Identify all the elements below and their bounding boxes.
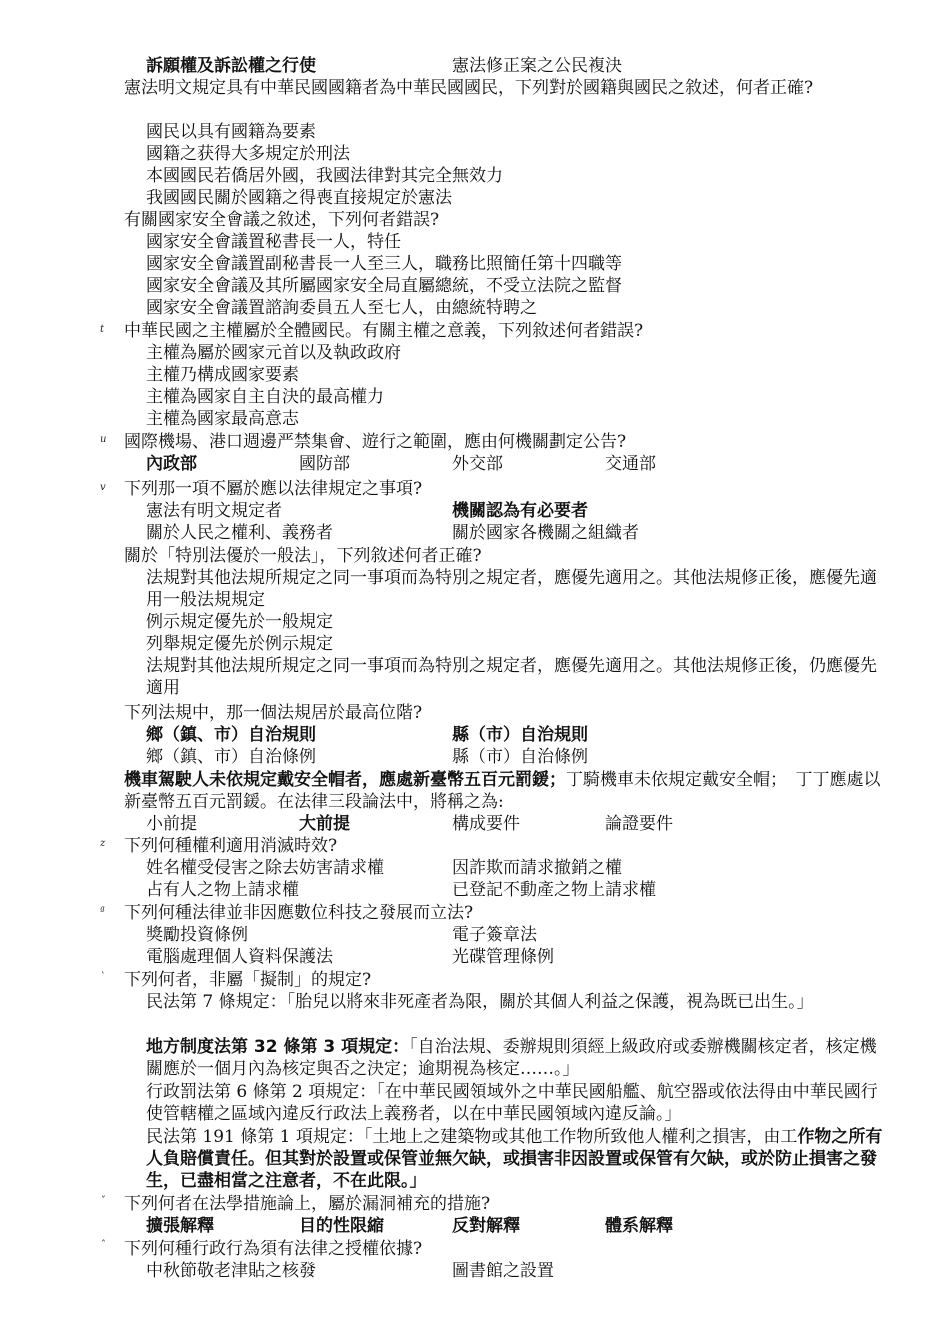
question-stem: 下列法規中，那一個法規居於最高位階? (124, 703, 423, 723)
option-choice: 縣（市）自治條例 (452, 747, 588, 767)
option-rest-part: 「自治法規、委辦規則須經上級政府或委辦機關核定者，核定機關應於一個月內為核定與否之決定；逾期視為核定……。」 (146, 1037, 877, 1079)
option-choice: 法規對其他法規所規定之同一事項而為特別之規定者，應優先適用之。其他法規修正後，應優先適用一般法規規定 (146, 568, 877, 610)
question-stem: 下列那一項不屬於應以法律規定之事項? (124, 479, 423, 499)
option-choice: 本國國民若僑居外國，我國法律對其完全無效力 (146, 166, 503, 186)
option-choice: 論證要件 (605, 814, 673, 834)
option-choice: 圖書館之設置 (452, 1261, 554, 1281)
question-stem: 下列何種權利適用消滅時效? (124, 836, 338, 856)
option-choice: 鄉（鎮、市）自治條例 (146, 747, 316, 767)
option-choice: 體系解釋 (605, 1216, 673, 1236)
question-stem: 國際機場、港口週邊严禁集會、遊行之範圍，應由何機關劃定公告? (124, 432, 627, 452)
question-marker: t (100, 324, 105, 335)
option-choice: 外交部 (452, 454, 503, 474)
option-choice: 國籍之获得大多規定於刑法 (146, 144, 350, 164)
option-choice: 民法第 7 條規定：「胎兒以將來非死產者為限，關於其個人利益之保護，視為既已出生。」 (146, 992, 814, 1012)
question-stem: 中華民國之主權屬於全體國民。有關主權之意義，下列敘述何者錯誤? (124, 321, 644, 341)
option-bold-part: 地方制度法第 32 條第 3 項規定： (146, 1037, 410, 1057)
option-choice: 主權為國家最高意志 (146, 409, 299, 429)
option-rest-part: 民法第 191 條第 1 項規定：「土地上之建築物或其他工作物所致他人權利之損害，由工 (146, 1127, 798, 1147)
option-choice: 關於人民之權利、義務者 (146, 523, 333, 543)
question-marker: ª (100, 906, 105, 917)
option-choice: 電腦處理個人資料保護法 (146, 947, 333, 967)
option-choice: 構成要件 (452, 814, 520, 834)
question-marker: ` (100, 972, 105, 983)
question-marker: ˇ (100, 1196, 105, 1207)
option-choice: 光碟管理條例 (452, 947, 554, 967)
question-stem: 有關國家安全會議之敘述，下列何者錯誤? (124, 210, 440, 230)
option-choice: 機關認為有必要者 (452, 501, 588, 521)
option-choice: 擴張解釋 (146, 1216, 214, 1236)
option-choice: 中秋節敬老津貼之核發 (146, 1261, 316, 1281)
option-choice: 主權為國家自主自決的最高權力 (146, 387, 384, 407)
option-choice: 憲法有明文規定者 (146, 501, 282, 521)
option-choice: 例示規定優先於一般規定 (146, 612, 333, 632)
question-premise: 機車駕駛人未依規定戴安全帽者，應處新臺幣五百元罰鍰； (124, 770, 566, 790)
option-choice: 目的性限縮 (299, 1216, 384, 1236)
option-choice: 國家安全會議置副秘書長一人至三人，職務比照簡任第十四職等 (146, 254, 622, 274)
option-choice: 電子簽章法 (452, 925, 537, 945)
option-choice: 縣（市）自治規則 (452, 725, 588, 745)
option-choice: 我國國民關於國籍之得喪直接規定於憲法 (146, 188, 452, 208)
option-choice: 國民以具有國籍為要素 (146, 122, 316, 142)
option-choice: 法規對其他法規所規定之同一事項而為特別之規定者，應優先適用之。其他法規修正後，仍應優先適用 (146, 656, 877, 698)
option-choice: 行政罰法第 6 條第 2 項規定：「在中華民國領域外之中華民國船艦、航空器或依法得由中華民國行使管轄權之區域內違反行政法上義務者，以在中華民國領域內違反論。」 (146, 1082, 878, 1124)
option-choice: 獎勵投資條例 (146, 925, 248, 945)
option-choice: 因詐欺而請求撤銷之權 (452, 858, 622, 878)
question-stem-rest: 丁騎機車未依規定戴安全帽； 丁丁應處以新臺幣五百元罰鍰。在法律三段論法中，將稱之為: (124, 770, 881, 812)
option-choice: 憲法修正案之公民複決 (452, 56, 622, 76)
option-choice: 交通部 (605, 454, 656, 474)
option-choice: 小前提 (146, 814, 197, 834)
option-choice: 國家安全會議及其所屬國家安全局直屬總統，不受立法院之監督 (146, 276, 622, 296)
option-choice: 姓名權受侵害之除去妨害請求權 (146, 858, 384, 878)
option-choice: 大前提 (299, 814, 350, 834)
question-marker: v (100, 482, 106, 493)
option-bold-part: 作物之所有人負賠償責任。但其對於設置或保管並無欠缺，或損害非因設置或保管有欠缺，或於防止損害之發生，已盡相當之注意者，不在此限。」 (146, 1127, 883, 1191)
question-stem: 關於「特別法優於一般法」，下列敘述何者正確? (124, 546, 482, 566)
option-choice: 已登記不動產之物上請求權 (452, 880, 656, 900)
option-choice: 國防部 (299, 454, 350, 474)
option-choice: 反對解釋 (452, 1216, 520, 1236)
option-choice: 列舉規定優先於例示規定 (146, 634, 333, 654)
option-choice: 內政部 (146, 454, 197, 474)
question-marker: ˆ (100, 1240, 105, 1251)
question-stem: 下列何種法律並非因應數位科技之發展而立法? (124, 903, 474, 923)
option-choice: 鄉（鎮、市）自治規則 (146, 725, 316, 745)
option-choice: 主權乃構成國家要素 (146, 365, 299, 385)
option-choice: 主權為屬於國家元首以及執政政府 (146, 343, 401, 363)
option-choice: 國家安全會議置諮詢委員五人至七人，由總統特聘之 (146, 298, 537, 318)
option-choice (146, 1126, 886, 1192)
question-stem: 下列何者，非屬「擬制」的規定? (124, 970, 372, 990)
question-marker: z (100, 838, 106, 849)
option-choice: 國家安全會議置秘書長一人，特任 (146, 232, 401, 252)
question-stem: 下列何種行政行為須有法律之授權依據? (124, 1239, 423, 1259)
question-marker: u (100, 434, 107, 445)
option-choice (146, 1036, 886, 1080)
question-stem (124, 769, 889, 813)
option-choice: 占有人之物上請求權 (146, 880, 299, 900)
option-choice: 訴願權及訴訟權之行使 (146, 56, 316, 76)
question-stem: 憲法明文規定具有中華民國國籍者為中華民國國民，下列對於國籍與國民之敘述，何者正確? (124, 78, 814, 98)
question-stem: 下列何者在法學措施論上，屬於漏洞補充的措施? (124, 1194, 491, 1214)
option-choice: 關於國家各機關之組織者 (452, 523, 639, 543)
